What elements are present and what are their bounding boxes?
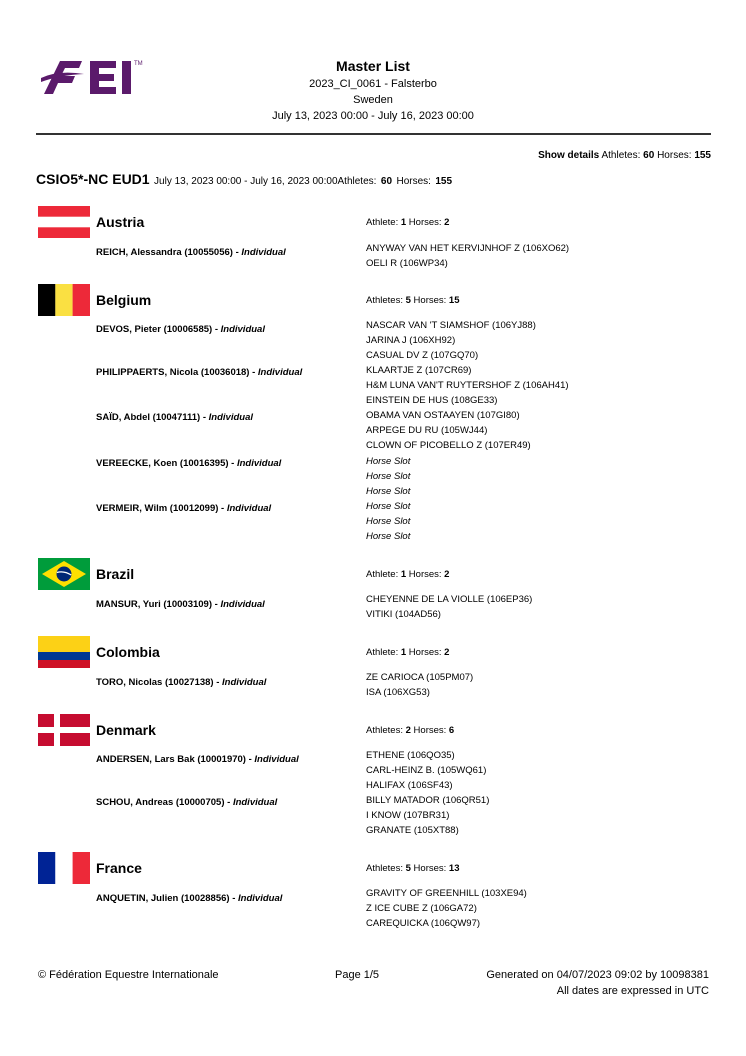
country-summary-colombia: Athlete: 1 Horses: 2 [366, 647, 450, 658]
horse-entry: OELI R (106WP34) [366, 258, 448, 269]
austria-flag-icon [38, 206, 90, 238]
country-name-austria: Austria [96, 214, 145, 230]
horse-entry: Z ICE CUBE Z (106GA72) [366, 903, 477, 914]
event-country: Sweden [353, 94, 393, 106]
athletes-label: Athletes: [601, 150, 641, 161]
event-code: 2023_CI_0061 - Falsterbo [309, 78, 437, 90]
header-divider [36, 133, 711, 135]
svg-text:TM: TM [134, 61, 143, 67]
horse-entry: CLOWN OF PICOBELLO Z (107ER49) [366, 440, 531, 451]
athlete-row: ANDERSEN, Lars Bak (10001970) - Individual [96, 754, 299, 765]
country-name-france: France [96, 860, 142, 876]
show-details-label: Show details [538, 150, 600, 161]
event-horses-count: 155 [435, 176, 453, 187]
fei-logo-icon [38, 56, 160, 96]
athlete-row: SCHOU, Andreas (10000705) - Individual [96, 797, 278, 808]
horse-entry: I KNOW (107BR31) [366, 810, 450, 821]
event-dates-line: July 13, 2023 00:00 - July 16, 2023 00:00 [154, 176, 338, 187]
country-name-brazil: Brazil [96, 566, 135, 582]
horse-entry: VITIKI (104AD56) [366, 609, 441, 620]
footer-copyright: © Fédération Equestre Internationale [38, 969, 219, 981]
colombia-flag-icon [38, 636, 90, 668]
horse-entry: ISA (106XG53) [366, 687, 430, 698]
horse-entry: HALIFAX (106SF43) [366, 780, 453, 791]
horse-entry: CHEYENNE DE LA VIOLLE (106EP36) [366, 594, 533, 605]
horse-entry: JARINA J (106XH92) [366, 335, 456, 346]
horse-slot: Horse Slot [366, 456, 411, 467]
event-name: CSIO5*-NC EUD1 [36, 171, 150, 187]
horse-entry: NASCAR VAN 'T SIAMSHOF (106YJ88) [366, 320, 536, 331]
denmark-flag-icon [38, 714, 90, 746]
horse-entry: KLAARTJE Z (107CR69) [366, 365, 472, 376]
country-name-colombia: Colombia [96, 644, 160, 660]
horse-entry: CASUAL DV Z (107GQ70) [366, 350, 479, 361]
horse-entry: H&M LUNA VAN'T RUYTERSHOF Z (106AH41) [366, 380, 569, 391]
horse-entry: GRANATE (105XT88) [366, 825, 459, 836]
horse-slot: Horse Slot [366, 471, 411, 482]
france-flag-icon [38, 852, 90, 884]
horse-entry: ANYWAY VAN HET KERVIJNHOF Z (106XO62) [366, 243, 570, 254]
athlete-row: VEREECKE, Koen (10016395) - Individual [96, 458, 282, 469]
country-summary-austria: Athlete: 1 Horses: 2 [366, 217, 450, 228]
athlete-row: DEVOS, Pieter (10006585) - Individual [96, 324, 265, 335]
event-horses-label: Horses: [396, 176, 431, 187]
athletes-count: 60 [643, 150, 655, 161]
fei-logo [38, 56, 160, 96]
page-title: Master List [336, 58, 410, 74]
athlete-row: VERMEIR, Wilm (10012099) - Individual [96, 503, 272, 514]
horse-entry: CAREQUICKA (106QW97) [366, 918, 481, 929]
athlete-row: SAÏD, Abdel (10047111) - Individual [96, 412, 253, 423]
country-summary-denmark: Athletes: 2 Horses: 6 [366, 725, 455, 736]
event-dates: July 13, 2023 00:00 - July 16, 2023 00:00 [272, 110, 474, 122]
horse-entry: ARPEGE DU RU (105WJ44) [366, 425, 488, 436]
horse-entry: CARL-HEINZ B. (105WQ61) [366, 765, 487, 776]
country-summary-brazil: Athlete: 1 Horses: 2 [366, 569, 450, 580]
timezone-note: All dates are expressed in UTC [556, 985, 709, 997]
horse-entry: GRAVITY OF GREENHILL (103XE94) [366, 888, 527, 899]
horse-entry: BILLY MATADOR (106QR51) [366, 795, 490, 806]
horse-slot: Horse Slot [366, 516, 411, 527]
horse-entry: ETHENE (106QO35) [366, 750, 455, 761]
athlete-row: MANSUR, Yuri (10003109) - Individual [96, 599, 265, 610]
page-number: Page 1/5 [335, 969, 380, 981]
horse-entry: OBAMA VAN OSTAAYEN (107GI80) [366, 410, 520, 421]
generated-info: Generated on 04/07/2023 09:02 by 10098381 [486, 969, 709, 981]
athlete-row: REICH, Alessandra (10055056) - Individual [96, 247, 286, 258]
horses-label: Horses: [657, 150, 692, 161]
belgium-flag-icon [38, 284, 90, 316]
horse-entry: ZE CARIOCA (105PM07) [366, 672, 474, 683]
horse-slot: Horse Slot [366, 486, 411, 497]
country-name-denmark: Denmark [96, 722, 156, 738]
horse-entry: EINSTEIN DE HUS (108GE33) [366, 395, 498, 406]
horse-slot: Horse Slot [366, 531, 411, 542]
athlete-row: ANQUETIN, Julien (10028856) - Individual [96, 893, 283, 904]
event-athletes-count: 60 [380, 176, 393, 187]
show-details-summary [538, 150, 711, 161]
country-summary-belgium: Athletes: 5 Horses: 15 [366, 295, 460, 306]
athlete-row: PHILIPPAERTS, Nicola (10036018) - Individual [96, 367, 303, 378]
horses-count: 155 [694, 150, 711, 161]
event-summary [36, 171, 452, 189]
athlete-row: TORO, Nicolas (10027138) - Individual [96, 677, 267, 688]
brazil-flag-icon [38, 558, 90, 590]
country-summary-france: Athletes: 5 Horses: 13 [366, 863, 460, 874]
country-name-belgium: Belgium [96, 292, 152, 308]
event-athletes-label: Athletes: [337, 176, 377, 187]
horse-slot: Horse Slot [366, 501, 411, 512]
